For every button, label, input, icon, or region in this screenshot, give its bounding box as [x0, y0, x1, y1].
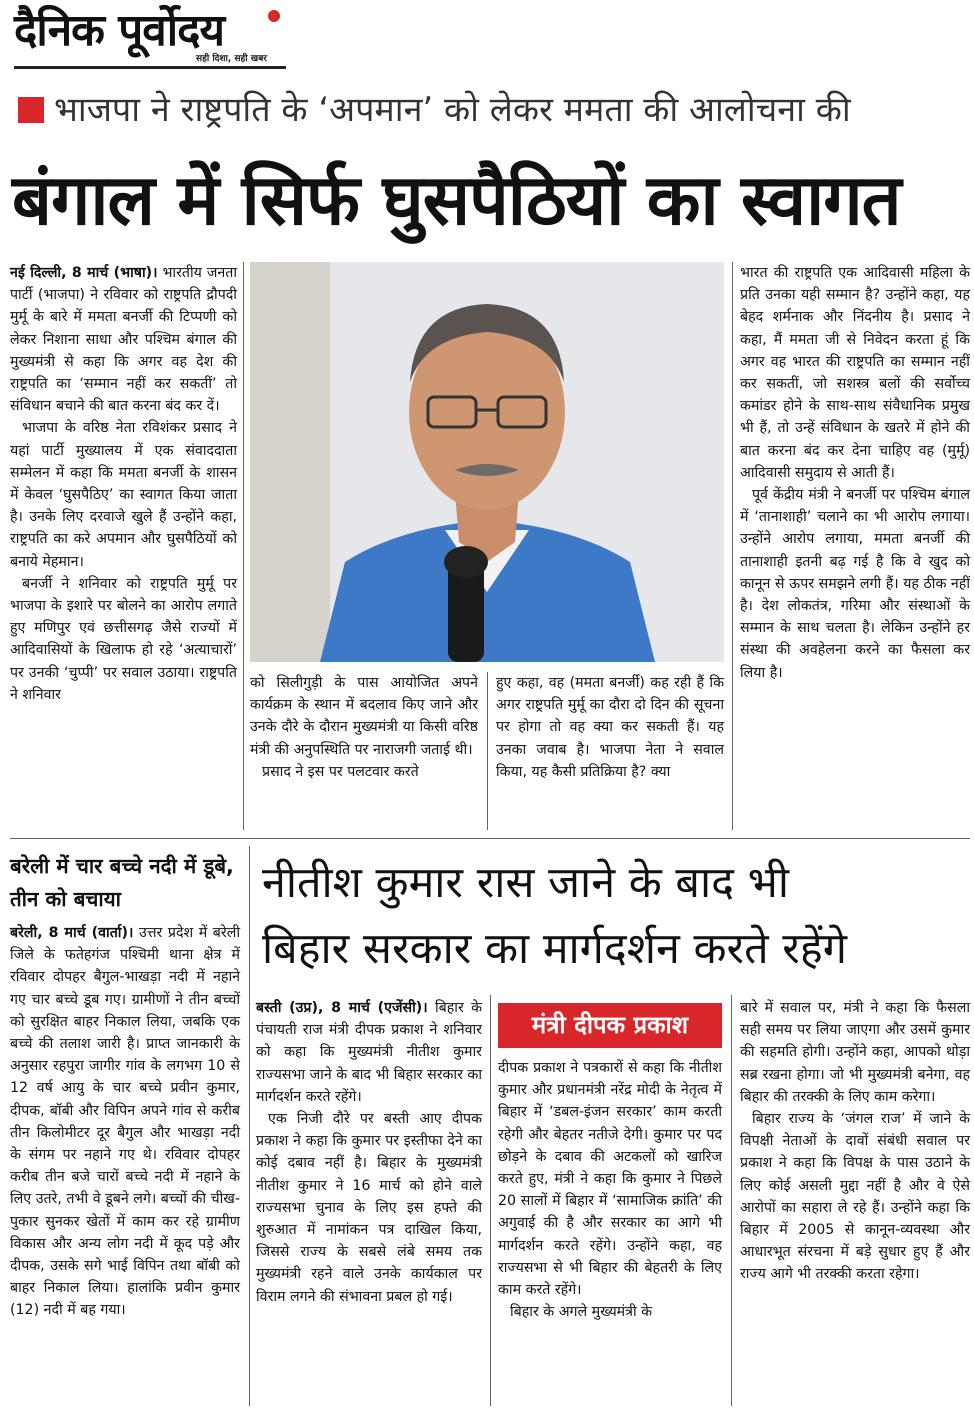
lead-paragraph: हुए कहा, वह (ममता बनर्जी) कह रही हैं कि अगर राष्ट्रपति मुर्मू का दौरा दो दिन की सूचना पर होगा तो वह क्या कर सकती हैं। यह उनका जवाब है। भाजपा नेता ने सवाल किया, यह कैसी प्रतिक्रिया है? क्या [496, 675, 724, 780]
masthead-title: दैनिक पूर्वोदय [14, 5, 225, 56]
kicker-bullet-icon [18, 97, 44, 123]
second-headline-line-2: बिहार सरकार का मार्गदर्शन करते रहेंगे [262, 924, 847, 974]
masthead-tagline: सही दिशा, सही खबर [196, 54, 267, 64]
column-divider [731, 995, 732, 1406]
lead-paragraph: को सिलीगुड़ी के पास आयोजित अपने कार्यक्रम के स्थान में बदलाव किए जाने और उनके दौरे के दौरान मुख्यमंत्री या किसी वरिष्ठ मंत्री की अनुपस्थिति पर नाराजगी जताई थी। [250, 675, 478, 758]
second-story-paragraph: बिहार के अगले मुख्यमंत्री के [510, 1304, 653, 1321]
second-story-headline [262, 850, 972, 982]
lead-column-1 [10, 262, 237, 706]
lead-paragraph: प्रसाद ने इस पर पलटवार करते [262, 763, 419, 780]
portrait-photo-icon [250, 262, 724, 662]
lead-column-3 [496, 672, 724, 783]
second-headline-line-1: नीतीश कुमार रास जाने के बाद भी [262, 858, 789, 908]
side-story-headline: बरेली में चार बच्चे नदी में डूबे, तीन को बचाया [10, 854, 234, 911]
column-divider [732, 262, 733, 830]
second-story-column-1 [256, 997, 482, 1308]
second-story-paragraph: एक निजी दौरे पर बस्ती आए दीपक प्रकाश ने कहा कि कुमार पर इस्तीफा देने का कोई दबाव नहीं है। बिहार के मुख्यमंत्री नीतीश कुमार ने 16 मार्च को होने वाले राज्यसभा चुनाव के लिए इस हफ्ते की शुरुआत में नामांकन पत्र दाखिल किया, जिससे राज्य के सबसे लंबे समय तक मुख्यमंत्री रहने वाले उनके कार्यकाल पर विराम लगने की संभावना प्रबल हो गई। [256, 1111, 482, 1305]
lead-paragraph: पूर्व केंद्रीय मंत्री ने बनर्जी पर पश्चिम बंगाल में ‘तानाशाही’ चलाने का भी आरोप लगाया। उन्होंने आरोप लगाया, ममता बनर्जी की तानाशाही इतनी बढ़ गई है कि वे खुद को कानून से ऊपर समझने लगी हैं। यह ठीक नहीं है। देश लोकतंत्र, गरिमा और संस्थाओं के सम्मान के साथ चलता है। लेकिन उन्होंने हर संस्था की अवहेलना करने का फैसला कर लिया है। [740, 487, 970, 681]
second-story-column-2 [498, 1057, 722, 1323]
second-story-paragraph: बारे में सवाल पर, मंत्री ने कहा कि फैसला सही समय पर लिया जाएगा और उसमें कुमार की सहमति होगी। उन्होंने कहा, आपको थोड़ा सब्र रखना होगा। जो भी मुख्यमंत्री बनेगा, वह बिहार की तरक्की के लिए काम करेगा। [740, 1000, 970, 1105]
lead-paragraph: भारत की राष्ट्रपति एक आदिवासी महिला के प्रति उनका यही सम्मान है? उन्होंने कहा, यह बेहद शर्मनाक और निंदनीय है। प्रसाद ने कहा, मैं ममता जी से निवेदन करता हूं कि अगर वह भारत की राष्ट्रपति का सम्मान नहीं कर सकतीं, जो सशस्त्र बलों की सर्वोच्च कमांडर होने के साथ-साथ संवैधानिक प्रमुख भी हैं, तो उन्हें संविधान के खतरे में होने की बात करना बंद कर देना चाहिए वह (मुर्मू) आदिवासी समुदाय से आती हैं। [740, 265, 970, 481]
column-divider [490, 995, 491, 1406]
second-story-paragraph: बिहार के पंचायती राज मंत्री दीपक प्रकाश ने शनिवार को कहा कि मुख्यमंत्री नीतीश कुमार राज्यसभा जाने के बाद भी बिहार सरकार का मार्गदर्शन करते रहेंगे। [256, 1000, 482, 1105]
masthead-dot [268, 10, 280, 22]
column-divider [249, 846, 250, 1406]
second-story-dateline: बस्ती (उप्र), 8 मार्च (एजेंसी)। [256, 1000, 428, 1016]
second-story-paragraph: बिहार राज्य के ‘जंगल राज’ में जाने के विपक्षी नेताओं के दावों संबंधी सवाल पर प्रकाश ने कहा कि विपक्ष के पास उठाने के लिए कोई असली मुद्दा नहीं है और वे ऐसे आरोपों का सहारा ले रहे हैं। उन्होंने कहा कि बिहार में 2005 से कानून-व्यवस्था और आधारभूत संरचना में बड़े सुधार हुए हैं और राज्य आगे भी तरक्की करता रहेगा। [740, 1111, 970, 1283]
side-story-dateline: बरेली, 8 मार्च (वार्ता)। [10, 925, 134, 941]
lead-headline: बंगाल में सिर्फ घुसपैठियों का स्वागत [12, 159, 901, 241]
minister-name-badge: मंत्री दीपक प्रकाश [498, 1003, 722, 1048]
second-story-paragraph: दीपक प्रकाश ने पत्रकारों से कहा कि नीतीश कुमार और प्रधानमंत्री नरेंद्र मोदी के नेतृत्व में बिहार में ‘डबल-इंजन सरकार’ काम करती रहेगी और बेहतर नतीजे देगी। कुमार पर पद छोड़ने के दबाव की अटकलों को खारिज करते हुए, मंत्री ने कहा कि कुमार ने पिछले 20 सालों में बिहार में ‘सामाजिक क्रांति’ की अगुवाई की है और सरकार का आगे भी मार्गदर्शन करते रहेंगे। उन्होंने कहा, वह राज्यसभा से भी बिहार की बेहतरी के लिए काम करते रहेंगे। [498, 1060, 722, 1299]
lead-kicker: भाजपा ने राष्ट्रपति के ‘अपमान’ को लेकर ममता की आलोचना की [54, 90, 851, 130]
lead-column-2 [250, 672, 478, 783]
section-divider [10, 838, 970, 839]
news-photo [250, 262, 724, 662]
side-story-paragraph: उत्तर प्रदेश में बरेली जिले के फतेहगंज पश्चिमी थाना क्षेत्र में रविवार दोपहर बैगुल-भाखड़ा नदी में नहाने गए चार बच्चे डूब गए। ग्रामीणों ने तीन बच्चों को सुरक्षित बाहर निकाल लिया, जबकि एक बच्चे की तलाश जारी है। प्राप्त जानकारी के अनुसार रहपुरा जागीर गांव के लगभग 10 से 12 वर्ष आयु के चार बच्चे प्रवीन कुमार, दीपक, बॉबी और विपिन अपने गांव से करीब तीन किलोमीटर दूर बैगुल और भाखड़ा नदी के संगम पर नहाने गए थे। रविवार दोपहर करीब तीन बजे चारों बच्चे नदी में नहाने के लिए उतरे, तभी वे डूबने लगे। बच्चों की चीख-पुकार सुनकर खेतों में काम कर रहे ग्रामीण विकास और अन्य लोग नदी में कूद पड़े और दीपक, उसके सगे भाई विपिन तथा बॉबी को बाहर निकाल लिया। हालांकि प्रवीन कुमार (12) नदी में बह गया। [10, 925, 240, 1319]
masthead-underline [14, 66, 286, 69]
side-story-body [10, 922, 240, 1322]
column-divider [487, 672, 488, 830]
lead-dateline: नई दिल्ली, 8 मार्च (भाषा)। [10, 265, 158, 281]
lead-paragraph: भाजपा के वरिष्ठ नेता रविशंकर प्रसाद ने यहां पार्टी मुख्यालय में एक संवाददाता सम्मेलन में कहा कि ममता बनर्जी के शासन में केवल ‘घुसपैठिए’ का स्वागत किया जाता है। उनके लिए दरवाजे खुले हैं उन्होंने कहा, राष्ट्रपति का करे अपमान और घुसपैठियों को बनाये मेहमान। [10, 420, 237, 570]
column-divider [243, 262, 244, 830]
lead-column-4 [740, 262, 970, 684]
lead-paragraph: भारतीय जनता पार्टी (भाजपा) ने रविवार को राष्ट्रपति द्रौपदी मुर्मू के बारे में ममता बनर्जी की टिप्पणी को लेकर निशाना साधा और पश्चिम बंगाल की मुख्यमंत्री से कहा कि अगर वह देश की राष्ट्रपति का ‘सम्मान नहीं कर सकतीं’ तो संविधान बचाने की बात करना बंद कर दें। [10, 265, 237, 415]
second-story-column-3 [740, 997, 970, 1286]
lead-paragraph: बनर्जी ने शनिवार को राष्ट्रपति मुर्मू पर भाजपा के इशारे पर बोलने का आरोप लगाते हुए मणिपुर एवं छत्तीसगढ़ जैसे राज्यों में आदिवासियों के खिलाफ हो रहे ‘अत्याचारों’ पर उनकी ‘चुप्पी’ पर सवाल उठाया। राष्ट्रपति ने शनिवार [10, 575, 237, 703]
